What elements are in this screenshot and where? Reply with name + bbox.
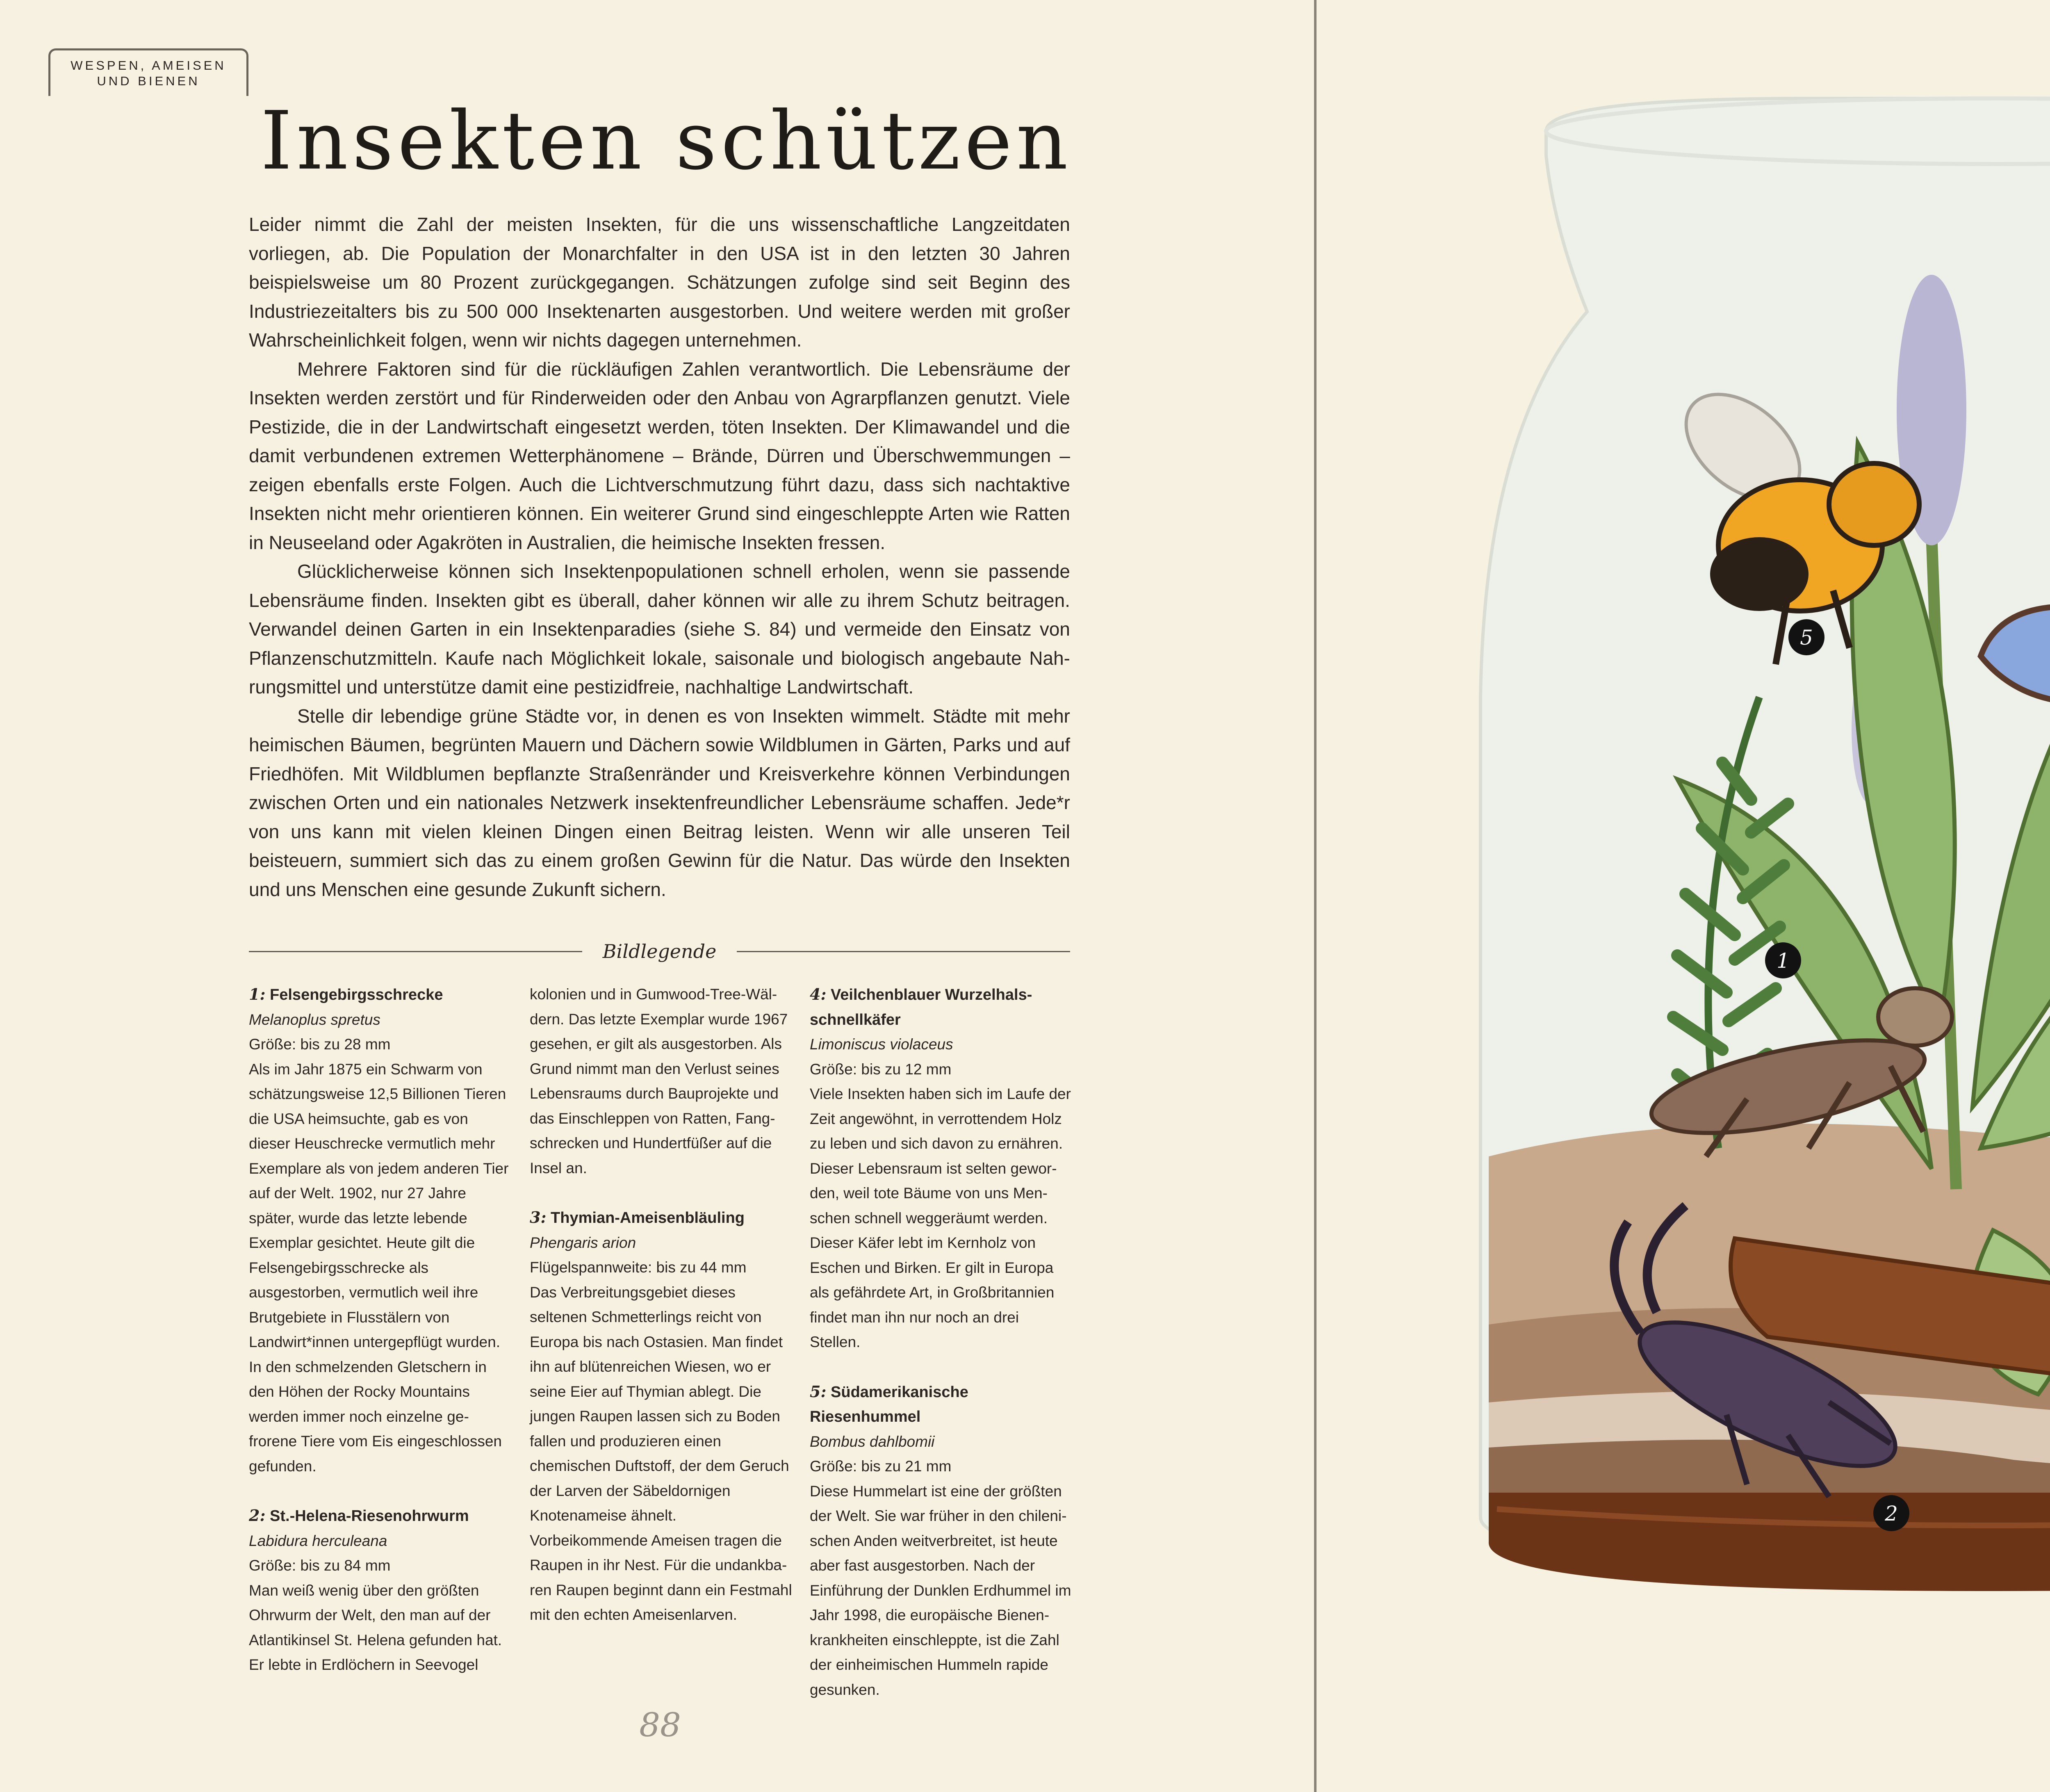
legend-entry-text: Diese Hummelart ist eine der größten der Welt. Sie war früher in den chilenischen Anden weitverbreitet, ist heute aber fast ausgestorben. Nach der Einführung der Dunklen Erdhummel im Jahr 1998, die europäische Bienenkrankheiten einschleppte, ist die Zahl der einheimischen Hummeln rapide gesunken. bbox=[810, 1482, 1071, 1698]
marker-1-label: 1 bbox=[1777, 949, 1790, 973]
page-number: 88 bbox=[639, 1706, 681, 1744]
legend-column-2 bbox=[530, 982, 792, 1652]
legend-entry-number: 5: bbox=[810, 1382, 827, 1401]
page-title: Insekten schützen bbox=[260, 94, 1072, 188]
marker-1 bbox=[1765, 942, 1801, 978]
legend-rule-right bbox=[737, 951, 1070, 952]
body-text bbox=[249, 210, 1070, 904]
legend-entry-title bbox=[810, 1379, 1072, 1429]
legend-entry-scientific-name: Limoniscus violaceus bbox=[810, 1036, 953, 1053]
legend-entry-size: Größe: bis zu 12 mm bbox=[810, 1060, 952, 1078]
paragraph-1: Leider nimmt die Zahl der meisten Insekten, für die uns wissenschaftliche Langzeitdaten vorliegen, ab. Die Population der Monarchfalter in den USA ist in den letzten 30 Jahren beispielsweise um 80 Prozent zurückgegangen. Schätzungen zufolge sind seit Beginn des Industriezeitalters bis zu 500 000 Insektenarten ausgestorben. Und weitere werden mit großer Wahrscheinlichkeit folgen, wenn wir nichts dagegen unternehmen. bbox=[249, 214, 1070, 351]
right-page bbox=[1317, 0, 2050, 1792]
legend-heading-label: Bildlegende bbox=[602, 940, 717, 962]
legend-entry-title bbox=[530, 1205, 792, 1231]
legend-entry-scientific-name: Phengaris arion bbox=[530, 1234, 636, 1251]
legend-entry-number: 1: bbox=[249, 985, 266, 1003]
chapter-tab bbox=[48, 48, 248, 96]
legend-entry-size: Größe: bis zu 28 mm bbox=[249, 1036, 391, 1053]
legend-entry-text: Viele Insekten haben sich im Laufe der Zeit angewöhnt, in verrottendem Holz zu leben und sich davon zu ernähren. Dieser Lebensraum ist selten geworden, weil tote Bäume von uns Menschen schnell weggeräumt werden. Dieser Käfer lebt im Kernholz von Eschen und Birken. Er gilt in Europa als gefährdete Art, in Großbritannien findet man ihn nur noch an drei Stellen. bbox=[810, 1085, 1071, 1350]
wooden-base bbox=[1489, 1493, 2050, 1591]
legend-entry-size: Flügelspannweite: bis zu 44 mm bbox=[530, 1259, 747, 1276]
legend-entry-name: Thymian-Ameisenbläuling bbox=[551, 1209, 745, 1227]
paragraph-3: Glücklicherweise können sich Insektenpopulationen schnell erholen, wenn sie passende Lebensräume finden. Insekten gibt es überall, daher können wir alle zu ihrem Schutz beitragen. Verwandel deinen Garten in ein Insektenparadies (siehe S. 84) und vermeide den Einsatz von Pflanzenschutzmitteln. Kaufe nach Möglichkeit lokale, saisonale und biologisch angebaute Nahrungsmittel und unterstütze damit eine pestizidfreie, nachhaltige Landwirtschaft. bbox=[249, 561, 1070, 698]
paragraph-2: Mehrere Faktoren sind für die rückläufigen Zahlen verantwortlich. Die Lebensräume der Insekten werden zerstört und für Rinderweiden oder den Anbau von Agrarpflanzen genutzt. Viele Pestizide, die in der Landwirtschaft eingesetzt werden, töten Insekten. Der Klimawandel und die damit verbundenen extremen Wetterphänomene – Brände, Dürren und Überschwemmungen – zeigen ebenfalls erste Folgen. Auch die Lichtverschmutzung führt dazu, dass sich nachtaktive Insekten nicht mehr orientieren können. Ein weiterer Grund sind eingeschleppte Arten wie Ratten in Neuseeland oder Agakröten in Australien, die heimische Insekten fressen. bbox=[249, 358, 1070, 553]
marker-5-label: 5 bbox=[1800, 626, 1813, 650]
legend-entry-2 bbox=[249, 1503, 511, 1678]
legend-entry-number: 3: bbox=[530, 1208, 547, 1227]
legend-entry-size: Größe: bis zu 84 mm bbox=[249, 1557, 391, 1574]
chapter-tab-line1: WESPEN, AMEISEN bbox=[71, 58, 226, 73]
legend-entry-title bbox=[810, 982, 1072, 1032]
legend-entry-text: Man weiß wenig über den größten Ohrwurm der Welt, den man auf der Atlantikinsel St. Helena gefunden hat. Er lebte in Erdlöchern in Seevogel bbox=[249, 1582, 502, 1673]
legend-column-3 bbox=[810, 982, 1072, 1727]
legend-entry-name: St.-Helena-Riesenohrwurm bbox=[270, 1507, 469, 1525]
terrarium-illustration bbox=[1317, 0, 2050, 1792]
legend-entry-text: kolonien und in Gumwood-Tree-Wäldern. Das letzte Exemplar wurde 1967 gesehen, er gilt als ausgestorben. Als Grund nimmt man den Verlust seines Lebensraums durch Bauprojekte und das Einschleppen von Ratten, Fangschrecken und Hundertfüßer auf die Insel an. bbox=[530, 986, 788, 1176]
legend-heading bbox=[249, 937, 1070, 966]
legend-entry-title bbox=[249, 1503, 511, 1529]
paragraph-4: Stelle dir lebendige grüne Städte vor, in denen es von Insekten wimmelt. Städte mit mehr heimischen Bäumen, begrünten Mauern und Dächern sowie Wildblumen in Gärten, Parks und auf Friedhöfen. Mit Wildblumen bepflanzte Straßenränder und Kreisverkehre können Verbindungen zwischen Orten und ein nationales Netzwerk insektenfreundlicher Lebensräume schaffen. Jede*r von uns kann mit vielen kleinen Dingen einen Beitrag leisten. Wenn wir alle unseren Teil beisteuern, summiert sich das zu einem großen Gewinn für die Natur. Das würde den Insekten und uns Menschen eine gesunde Zukunft sichern. bbox=[249, 705, 1070, 900]
legend-entry-4 bbox=[810, 982, 1072, 1355]
marker-2 bbox=[1873, 1495, 1909, 1531]
legend-entry-title bbox=[249, 982, 511, 1008]
legend-entry-name: Felsengebirgsschrecke bbox=[270, 986, 443, 1003]
legend-entry-name: Veilchenblauer Wurzelhalsschnellkäfer bbox=[810, 986, 1032, 1028]
chapter-tab-line2: UND BIENEN bbox=[97, 73, 200, 88]
marker-2-label: 2 bbox=[1885, 1502, 1898, 1525]
legend-entry-2-continued bbox=[530, 982, 792, 1181]
legend-entry-scientific-name: Labidura herculeana bbox=[249, 1532, 387, 1549]
legend-entry-5 bbox=[810, 1379, 1072, 1703]
legend-column-1 bbox=[249, 982, 511, 1702]
legend-entry-3 bbox=[530, 1205, 792, 1628]
legend-entry-scientific-name: Bombus dahlbomii bbox=[810, 1433, 935, 1450]
legend-entry-name: Südamerikanische Riesenhummel bbox=[810, 1383, 968, 1425]
legend-entry-text: Als im Jahr 1875 ein Schwarm von schätzungsweise 12,5 Billionen Tieren die USA heimsuchte, gab es von dieser Heuschrecke vermutlich mehr Exemplare als von jedem anderen Tier auf der Welt. 1902, nur 27 Jahre später, wurde das letzte lebende Exemplar gesichtet. Heute gilt die Felsengebirgsschrecke als ausgestorben, vermutlich weil ihre Brutgebiete in Flusstälern von Landwirt*innen untergepflügt wurden. In den schmelzenden Gletschern in den Höhen der Rocky Mountains werden immer noch einzelne gefrorene Tiere vom Eis eingeschlossen gefunden. bbox=[249, 1060, 509, 1475]
legend-entry-size: Größe: bis zu 21 mm bbox=[810, 1458, 952, 1475]
legend-entry-number: 4: bbox=[810, 985, 827, 1003]
legend-entry-text: Das Verbreitungsgebiet dieses seltenen Schmetterlings reicht von Europa bis nach Ostasien. Man findet ihn auf blütenreichen Wiesen, wo er seine Eier auf Thymian ablegt. Die jungen Raupen lassen sich zu Boden fallen und produzieren einen chemischen Duftstoff, der dem Geruch der Larven der Säbeldornigen Knotenameise ähnelt. Vorbeikommende Ameisen tragen die Raupen in ihr Nest. Für die undankbaren Raupen beginnt dann ein Festmahl mit den echten Ameisenlarven. bbox=[530, 1284, 792, 1623]
legend-entry-number: 2: bbox=[249, 1506, 266, 1525]
marker-5 bbox=[1788, 619, 1824, 655]
legend-rule-left bbox=[249, 951, 582, 952]
legend-entry-1 bbox=[249, 982, 511, 1479]
legend-entry-scientific-name: Melanoplus spretus bbox=[249, 1011, 380, 1028]
terrarium-svg bbox=[1317, 0, 2050, 1792]
